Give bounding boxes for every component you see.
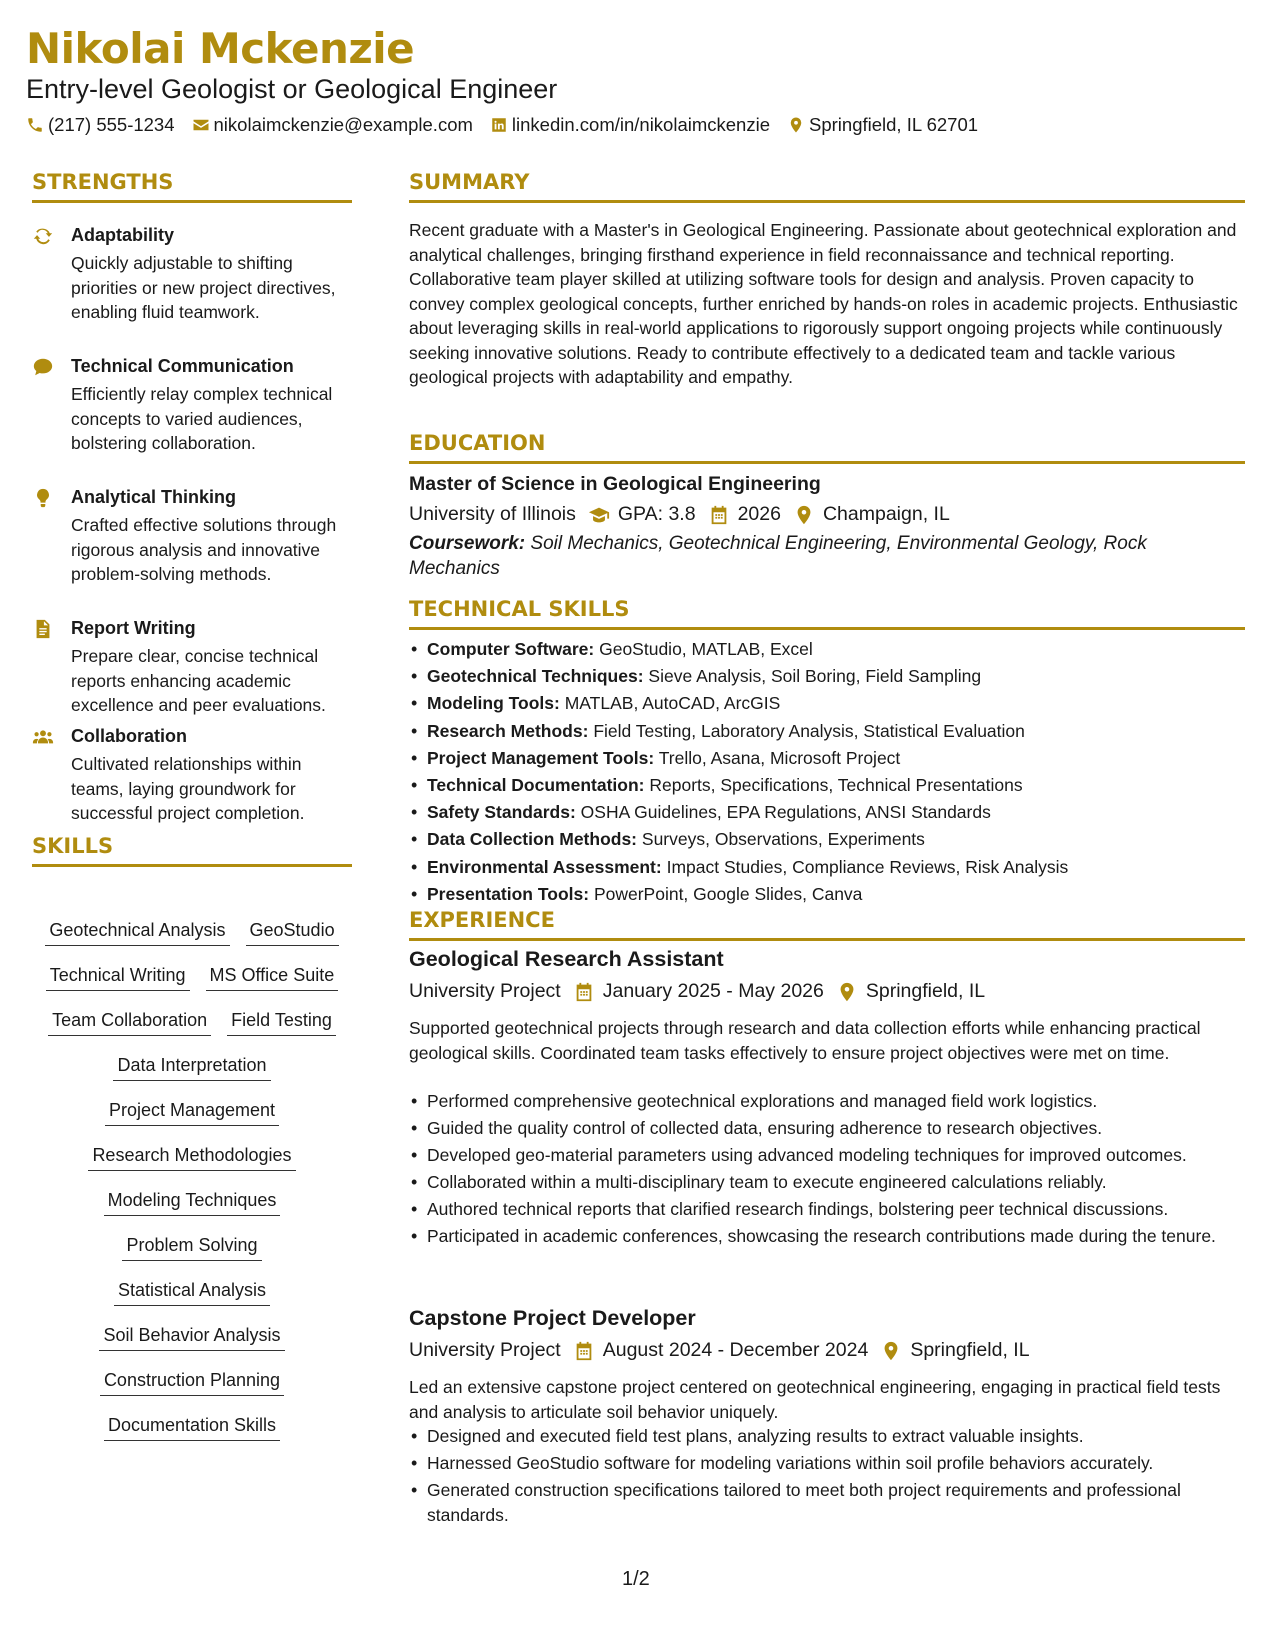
skill-tag: Statistical Analysis [114,1280,270,1306]
linkedin-icon [490,116,508,134]
skill-tag: Technical Writing [46,965,190,991]
skill-tag: Field Testing [227,1010,336,1036]
email-text: nikolaimckenzie@example.com [213,114,473,135]
job-title: Geological Research Assistant [409,947,724,971]
skill-tag: Geotechnical Analysis [45,920,229,946]
contact-linkedin[interactable] [490,114,770,136]
job-meta [409,980,985,1003]
contact-phone[interactable] [26,114,175,136]
tech-skill-value: PowerPoint, Google Slides, Canva [593,883,863,904]
strength-title: Adaptability [71,225,175,245]
tech-skill-value: MATLAB, AutoCAD, ArcGIS [564,693,781,714]
lightbulb-icon [32,487,54,509]
map-pin-icon [787,116,805,134]
envelope-icon [192,116,210,134]
list-item [409,637,1245,662]
tech-skill-value: OSHA Guidelines, EPA Regulations, ANSI Standards [580,802,991,823]
experience-heading: EXPERIENCE [409,908,1245,941]
technical-skills-heading: TECHNICAL SKILLS [409,597,1245,630]
tech-skill-label: Research Methods: [427,720,589,741]
list-item [409,855,1245,880]
job-org: University Project [409,1339,561,1361]
tech-skill-value: GeoStudio, MATLAB, Excel [599,639,813,659]
tech-skill-value: Sieve Analysis, Soil Boring, Field Sampling [648,666,982,687]
page-number: 1/2 [622,1568,650,1590]
list-item [409,882,1245,907]
gpa-text: GPA: 3.8 [617,503,696,525]
list-item [409,773,1245,798]
location-text: Springfield, IL 62701 [809,114,979,135]
technical-skills-list [409,637,1245,909]
skill-tag: Research Methodologies [88,1145,295,1171]
job-summary: Supported geotechnical projects through research and data collection efforts while enhancing practical geological skills. Coordinated team tasks effectively to ensure project objectives were met on time. [409,1018,1201,1063]
refresh-icon [32,225,54,247]
tech-skill-value: Field Testing, Laboratory Analysis, Statistical Evaluation [593,720,1025,741]
strength-title: Technical Communication [71,356,294,376]
school-name: University of Illinois [409,503,576,525]
list-item [409,691,1245,716]
tech-skill-label: Environmental Assessment: [427,856,662,877]
contact-email[interactable] [192,114,473,136]
skill-tag: Team Collaboration [48,1010,211,1036]
graduation-cap-icon [588,504,610,526]
strength-desc: Cultivated relationships within teams, laying groundwork for successful project completion. [71,754,305,823]
strength-title: Collaboration [71,726,187,746]
tech-skill-value: Trello, Asana, Microsoft Project [658,747,901,768]
coursework [409,532,1189,581]
list-item: • Designed and executed field test plans, analyzing results to extract valuable insights. [409,1424,1245,1449]
tech-skill-label: Project Management Tools: [427,747,655,768]
skill-tag: Construction Planning [100,1370,284,1396]
list-item [409,800,1245,825]
strength-desc: Prepare clear, concise technical reports enhancing academic excellence and peer evaluations. [71,646,326,715]
strength-desc: Quickly adjustable to shifting priorities or new project directives, enabling fluid teamwork. [71,253,336,322]
speech-bubble-icon [32,356,54,378]
job-dates: January 2025 - May 2026 [602,980,824,1002]
contact-bar [26,114,995,136]
linkedin-text: linkedin.com/in/nikolaimckenzie [511,114,770,135]
job-bullets [409,1424,1245,1530]
education-meta [409,503,950,526]
job-meta [409,1339,1030,1362]
tech-skill-value: Impact Studies, Compliance Reviews, Risk Analysis [666,856,1069,877]
phone-icon [26,116,44,134]
map-pin-icon [793,504,815,526]
tech-skill-value: Surveys, Observations, Experiments [641,829,925,850]
job-location: Springfield, IL [865,980,986,1002]
skill-tag: Documentation Skills [104,1415,280,1441]
list-item [409,719,1245,744]
tech-skill-label: Presentation Tools: [427,883,590,904]
candidate-name: Nikolai Mckenzie [26,24,415,73]
strengths-heading: STRENGTHS [32,170,352,203]
job-dates: August 2024 - December 2024 [602,1339,869,1361]
skill-tag: MS Office Suite [206,965,339,991]
list-item [409,746,1245,771]
calendar-icon [573,981,595,1003]
list-item: • Performed comprehensive geotechnical explorations and managed field work logistics. [409,1089,1245,1114]
graduation-year: 2026 [737,503,781,525]
job-summary: Led an extensive capstone project centered on geotechnical engineering, engaging in practical field tests and analysis to articulate soil behavior uniquely. [409,1377,1221,1422]
strength-title: Analytical Thinking [71,487,237,507]
list-item: • Guided the quality control of collected data, ensuring adherence to research objectives. [409,1116,1245,1141]
summary-heading: SUMMARY [409,170,1245,203]
list-item: • Participated in academic conferences, showcasing the research contributions made during the tenure. [409,1224,1245,1249]
list-item: • Authored technical reports that clarified research findings, bolstering peer technical discussions. [409,1197,1245,1222]
list-item [409,664,1245,689]
list-item [409,827,1245,852]
list-item: • Generated construction specifications tailored to meet both project requirements and professional standards. [409,1478,1245,1527]
strength-desc: Crafted effective solutions through rigorous analysis and innovative problem-solving methods. [71,515,337,584]
users-icon [32,726,54,748]
skill-tag: GeoStudio [246,920,339,946]
job-location: Springfield, IL [910,1339,1030,1361]
coursework-label: Coursework: [409,533,526,554]
skill-tag: Modeling Techniques [104,1190,281,1216]
calendar-icon [573,1340,595,1362]
calendar-icon [708,504,730,526]
skill-tag: Data Interpretation [113,1055,270,1081]
map-pin-icon [836,981,858,1003]
degree-title: Master of Science in Geological Engineering [409,473,821,495]
education-heading: EDUCATION [409,431,1245,464]
skill-tag: Problem Solving [122,1235,261,1261]
summary-text: Recent graduate with a Master's in Geological Engineering. Passionate about geotechnical exploration and analytical challenges, bringing firsthand experience in field reconnaissance and technical reporting. Collaborative team player skilled at utilizing software tools for design and analysis. Proven capacity to convey complex geological concepts, further enriched by hands-on roles in academic projects. Enthusiastic about leveraging skills in real-world applications to rigorously support ongoing projects while continuously seeking innovative solutions. Ready to contribute effectively to a dedicated team and tackle various geological projects with adaptability and empathy. [409,220,1238,387]
list-item: • Developed geo-material parameters using advanced modeling techniques for improved outcomes. [409,1143,1245,1168]
skills-heading: SKILLS [32,834,352,867]
phone-text: (217) 555-1234 [48,114,175,135]
contact-location [787,114,978,136]
tech-skill-label: Data Collection Methods: [427,829,638,850]
tech-skill-label: Safety Standards: [427,802,576,823]
tech-skill-label: Computer Software: [427,639,595,659]
coursework-list: Soil Mechanics, Geotechnical Engineering, Environmental Geology, Rock Mechanics [409,533,1147,579]
skill-tag: Soil Behavior Analysis [99,1325,284,1351]
tech-skill-label: Modeling Tools: [427,693,560,714]
job-title: Capstone Project Developer [409,1306,696,1330]
tech-skill-label: Technical Documentation: [427,774,645,795]
strength-desc: Efficiently relay complex technical concepts to varied audiences, bolstering collaboration. [71,384,333,453]
job-org: University Project [409,980,561,1002]
education-location: Champaign, IL [822,503,950,525]
list-item: • Collaborated within a multi-disciplinary team to execute engineered calculations reliably. [409,1170,1245,1195]
tech-skill-value: Reports, Specifications, Technical Presentations [649,774,1023,795]
document-icon [32,618,54,640]
job-bullets [409,1089,1245,1251]
candidate-title: Entry-level Geologist or Geological Engineer [26,74,558,104]
list-item: • Harnessed GeoStudio software for modeling variations within soil profile behaviors accurately. [409,1451,1245,1476]
strength-title: Report Writing [71,618,196,638]
skill-tag: Project Management [105,1100,279,1126]
map-pin-icon [880,1340,902,1362]
tech-skill-label: Geotechnical Techniques: [427,666,644,687]
